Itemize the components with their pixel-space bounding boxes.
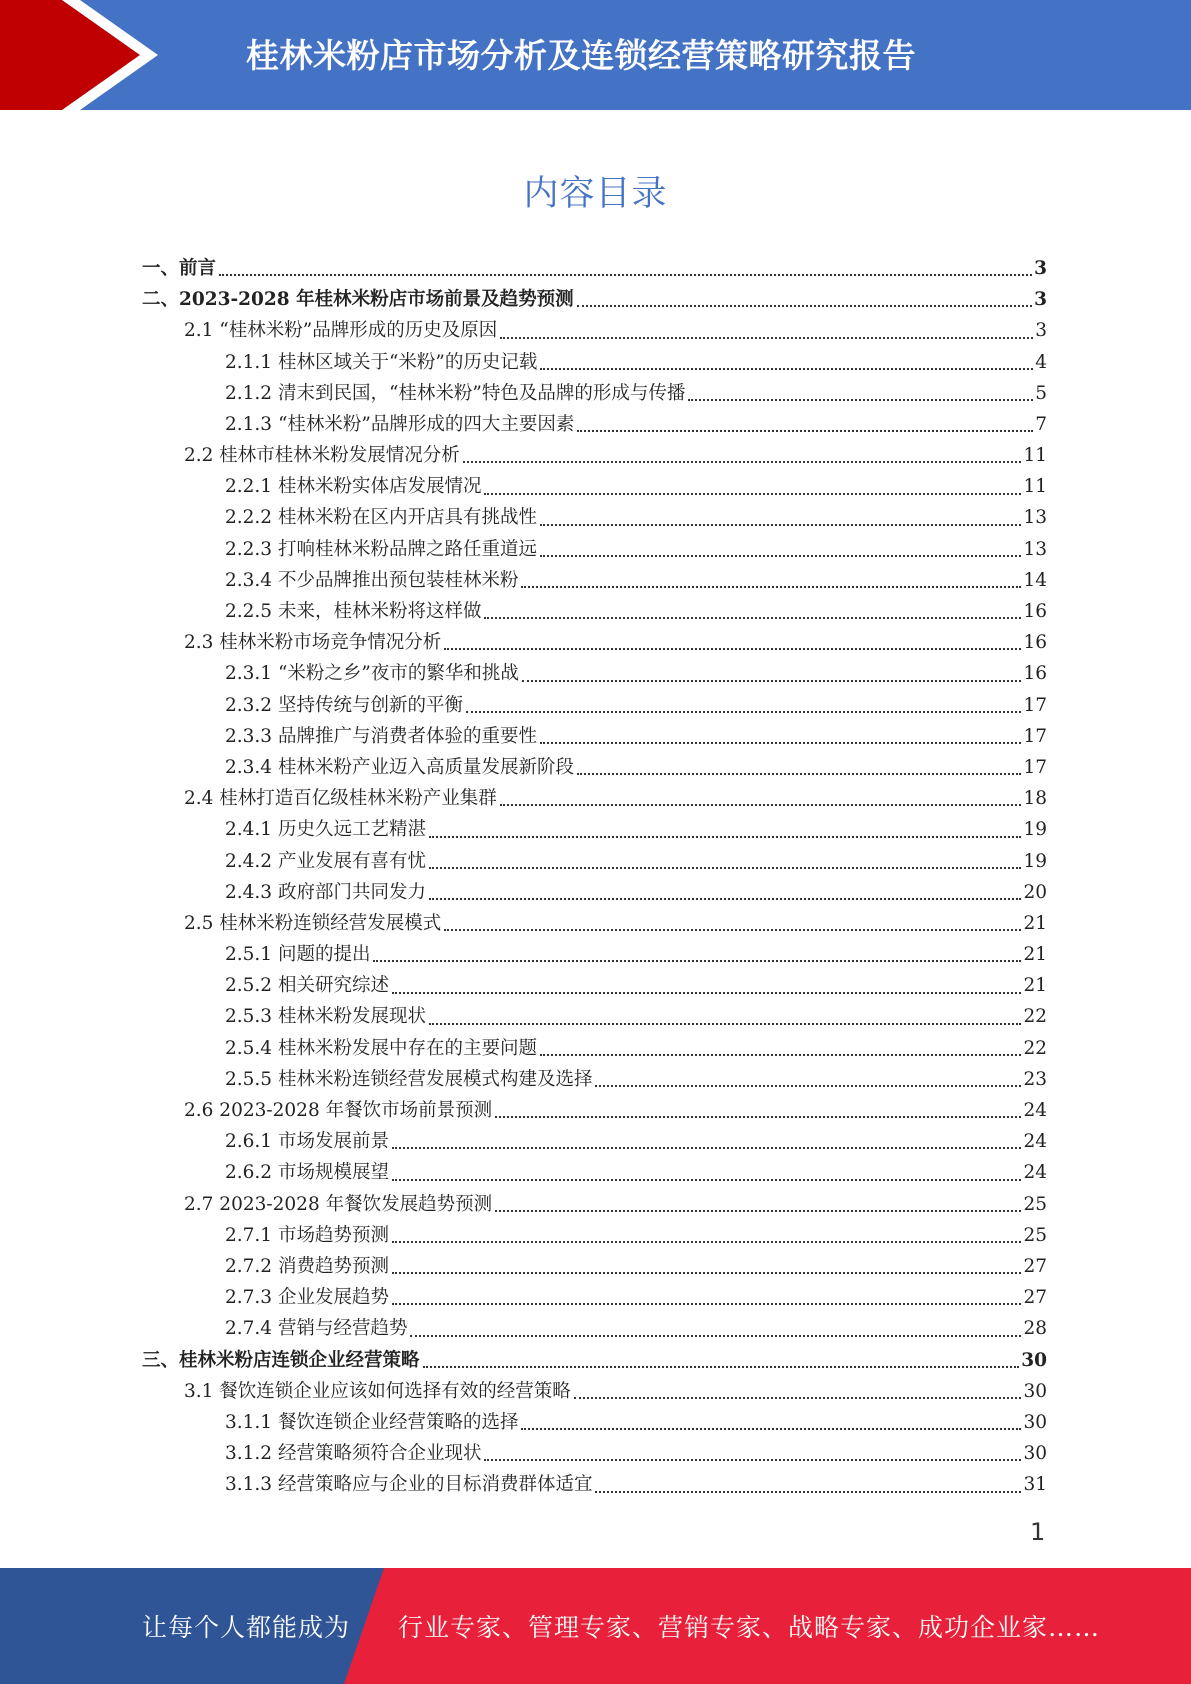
toc-entry-page: 11 <box>1023 476 1047 498</box>
toc-entry[interactable] <box>142 939 1047 970</box>
toc-entry-page: 13 <box>1023 507 1047 529</box>
toc-dot-leader <box>429 898 1021 900</box>
toc-entry-label: 2.5.5 桂林米粉连锁经营发展模式构建及选择 <box>225 1068 593 1090</box>
toc-dot-leader <box>540 524 1021 526</box>
toc-entry-label: 2.2.5 未来，桂林米粉将这样做 <box>225 601 482 623</box>
toc-entry-page: 21 <box>1023 944 1047 966</box>
toc-entry[interactable] <box>142 1157 1047 1188</box>
toc-entry-label: 2.6.1 市场发展前景 <box>225 1131 389 1153</box>
toc-entry-label: 3.1.2 经营策略须符合企业现状 <box>225 1443 482 1465</box>
toc-entry[interactable] <box>142 752 1047 783</box>
toc-entry[interactable] <box>142 409 1047 440</box>
toc-entry-label: 2.3.2 坚持传统与创新的平衡 <box>225 694 463 716</box>
toc-entry-label: 2.7.4 营销与经营趋势 <box>225 1318 408 1340</box>
toc-dot-leader <box>429 867 1021 869</box>
toc-entry-page: 30 <box>1021 1349 1047 1371</box>
toc-entry-page: 20 <box>1023 881 1047 903</box>
toc-entry[interactable] <box>142 565 1047 596</box>
toc-entry-label: 2.1.3 “桂林米粉”品牌形成的四大主要因素 <box>225 413 575 435</box>
report-header-band <box>0 0 1191 110</box>
toc-entry-label: 2.6 2023-2028 年餐饮市场前景预测 <box>184 1100 493 1122</box>
toc-entry-label: 2.6.2 市场规模展望 <box>225 1162 389 1184</box>
toc-entry-page: 3 <box>1035 320 1047 342</box>
footer-slogan-right: 行业专家、管理专家、营销专家、战略专家、成功企业家…… <box>398 1613 1101 1642</box>
toc-entry-label: 3.1.3 经营策略应与企业的目标消费群体适宜 <box>225 1474 593 1496</box>
toc-entry-page: 22 <box>1023 1037 1047 1059</box>
toc-entry-label: 2.3.1 “米粉之乡”夜市的繁华和挑战 <box>225 663 519 685</box>
toc-entry-page: 3 <box>1034 257 1047 279</box>
toc-entry[interactable] <box>142 440 1047 471</box>
toc-entry-label: 2.3.4 桂林米粉产业迈入高质量发展新阶段 <box>225 756 574 778</box>
toc-entry-label: 2.2.3 打响桂林米粉品牌之路任重道远 <box>225 538 537 560</box>
toc-entry-page: 27 <box>1023 1287 1047 1309</box>
toc-entry-label: 2.2.1 桂林米粉实体店发展情况 <box>225 476 482 498</box>
toc-entry-page: 25 <box>1023 1224 1047 1246</box>
toc-dot-leader <box>540 742 1021 744</box>
toc-entry[interactable] <box>142 503 1047 534</box>
toc-dot-leader <box>484 493 1021 495</box>
toc-dot-leader <box>500 337 1033 339</box>
toc-entry-page: 14 <box>1023 569 1047 591</box>
toc-entry[interactable] <box>142 1376 1047 1407</box>
toc-entry-page: 5 <box>1035 382 1047 404</box>
toc-entry[interactable] <box>142 1126 1047 1157</box>
toc-entry-page: 23 <box>1023 1068 1047 1090</box>
toc-dot-leader <box>444 929 1021 931</box>
toc-entry-label: 2.1.1 桂林区域关于“米粉”的历史记载 <box>225 351 538 373</box>
toc-entry-page: 28 <box>1023 1318 1047 1340</box>
toc-entry[interactable] <box>142 471 1047 502</box>
toc-dot-leader <box>484 617 1021 619</box>
toc-entry-label: 2.2.2 桂林米粉在区内开店具有挑战性 <box>225 507 537 529</box>
toc-dot-leader <box>688 399 1033 401</box>
toc-entry-label: 2.4 桂林打造百亿级桂林米粉产业集群 <box>184 788 497 810</box>
toc-entry[interactable] <box>142 721 1047 752</box>
toc-entry-label: 2.2 桂林市桂林米粉发展情况分析 <box>184 445 460 467</box>
toc-dot-leader <box>392 1147 1021 1149</box>
toc-dot-leader <box>495 1116 1021 1118</box>
toc-entry-label: 2.7.2 消费趋势预测 <box>225 1255 389 1277</box>
toc-entry-page: 21 <box>1023 912 1047 934</box>
toc-dot-leader <box>392 1303 1021 1305</box>
toc-entry[interactable] <box>142 970 1047 1001</box>
toc-entry-page: 30 <box>1023 1443 1047 1465</box>
toc-entry[interactable] <box>142 534 1047 565</box>
report-title: 桂林米粉店市场分析及连锁经营策略研究报告 <box>246 36 916 75</box>
toc-entry[interactable] <box>142 690 1047 721</box>
toc-entry-page: 19 <box>1023 819 1047 841</box>
toc-dot-leader <box>392 1241 1021 1243</box>
toc-entry-label: 2.5.2 相关研究综述 <box>225 975 389 997</box>
toc-dot-leader <box>595 1085 1021 1087</box>
toc-dot-leader <box>577 430 1033 432</box>
toc-entry[interactable] <box>142 627 1047 658</box>
toc-entry[interactable] <box>142 658 1047 689</box>
toc-entry-label: 2.5.1 问题的提出 <box>225 944 371 966</box>
toc-dot-leader <box>392 992 1021 994</box>
toc-heading: 内容目录 <box>523 174 668 214</box>
toc-entry-page: 27 <box>1023 1255 1047 1277</box>
toc-entry[interactable] <box>142 1095 1047 1126</box>
toc-entry-label: 2.4.2 产业发展有喜有忧 <box>225 850 426 872</box>
toc-dot-leader <box>484 1459 1021 1461</box>
toc-entry-page: 17 <box>1023 694 1047 716</box>
toc-entry-page: 17 <box>1023 756 1047 778</box>
toc-entry[interactable] <box>142 315 1047 346</box>
toc-entry-label: 2.3.4 不少品牌推出预包装桂林米粉 <box>225 569 519 591</box>
toc-entry-page: 4 <box>1035 351 1047 373</box>
toc-entry-page: 25 <box>1023 1193 1047 1215</box>
table-of-contents <box>142 253 1047 1501</box>
toc-entry[interactable] <box>142 908 1047 939</box>
toc-entry-page: 16 <box>1023 632 1047 654</box>
toc-entry[interactable] <box>142 1189 1047 1220</box>
toc-entry-page: 22 <box>1023 1006 1047 1028</box>
toc-entry-label: 3.1 餐饮连锁企业应该如何选择有效的经营策略 <box>184 1380 571 1402</box>
toc-dot-leader <box>577 773 1021 775</box>
toc-entry-label: 2.4.3 政府部门共同发力 <box>225 881 426 903</box>
toc-entry-label: 2.7.1 市场趋势预测 <box>225 1224 389 1246</box>
toc-entry-page: 7 <box>1035 413 1047 435</box>
toc-dot-leader <box>463 461 1022 463</box>
toc-entry[interactable] <box>142 783 1047 814</box>
toc-entry[interactable] <box>142 378 1047 409</box>
toc-entry-page: 11 <box>1023 445 1047 467</box>
toc-dot-leader <box>429 1023 1021 1025</box>
toc-entry-label: 2.3.3 品牌推广与消费者体验的重要性 <box>225 725 537 747</box>
toc-entry[interactable] <box>142 284 1047 315</box>
toc-dot-leader <box>540 368 1033 370</box>
toc-dot-leader <box>429 836 1021 838</box>
toc-entry[interactable] <box>142 1064 1047 1095</box>
toc-dot-leader <box>540 1054 1021 1056</box>
toc-entry-label: 二、2023-2028 年桂林米粉店市场前景及趋势预测 <box>142 289 574 311</box>
toc-entry-page: 3 <box>1034 289 1047 311</box>
toc-dot-leader <box>521 1428 1021 1430</box>
toc-entry[interactable] <box>142 347 1047 378</box>
toc-entry-page: 24 <box>1023 1131 1047 1153</box>
footer-band <box>0 1568 1191 1684</box>
toc-entry-label: 2.4.1 历史久远工艺精湛 <box>225 819 426 841</box>
toc-entry-page: 31 <box>1023 1474 1047 1496</box>
toc-entry-page: 18 <box>1023 788 1047 810</box>
toc-dot-leader <box>500 804 1022 806</box>
toc-dot-leader <box>495 1210 1021 1212</box>
footer-slogan-left: 让每个人都能成为 <box>142 1613 351 1642</box>
toc-entry[interactable] <box>142 1033 1047 1064</box>
toc-dot-leader <box>392 1272 1021 1274</box>
toc-dot-leader <box>466 711 1021 713</box>
toc-dot-leader <box>373 960 1021 962</box>
toc-entry[interactable] <box>142 1407 1047 1438</box>
toc-entry-page: 17 <box>1023 725 1047 747</box>
toc-entry[interactable] <box>142 1251 1047 1282</box>
toc-entry-label: 2.5.4 桂林米粉发展中存在的主要问题 <box>225 1037 537 1059</box>
toc-entry[interactable] <box>142 253 1047 284</box>
toc-entry[interactable] <box>142 1282 1047 1313</box>
toc-entry-label: 三、桂林米粉店连锁企业经营策略 <box>142 1349 420 1371</box>
toc-entry[interactable] <box>142 596 1047 627</box>
toc-entry-label: 2.3 桂林米粉市场竞争情况分析 <box>184 632 442 654</box>
toc-entry[interactable] <box>142 1438 1047 1469</box>
toc-entry[interactable] <box>142 1220 1047 1251</box>
toc-entry-label: 2.1 “桂林米粉”品牌形成的历史及原因 <box>184 320 498 342</box>
toc-entry[interactable] <box>142 877 1047 908</box>
toc-entry[interactable] <box>142 1469 1047 1500</box>
toc-entry-label: 2.7.3 企业发展趋势 <box>225 1287 389 1309</box>
toc-dot-leader <box>423 1366 1020 1368</box>
toc-entry[interactable] <box>142 1002 1047 1033</box>
toc-dot-leader <box>577 305 1033 307</box>
toc-dot-leader <box>444 648 1021 650</box>
toc-dot-leader <box>574 1397 1022 1399</box>
toc-entry-page: 24 <box>1023 1162 1047 1184</box>
toc-dot-leader <box>540 555 1021 557</box>
toc-dot-leader <box>392 1179 1021 1181</box>
toc-entry-label: 2.5.3 桂林米粉发展现状 <box>225 1006 426 1028</box>
toc-dot-leader <box>522 680 1022 682</box>
toc-entry-page: 16 <box>1023 663 1047 685</box>
toc-entry-label: 2.5 桂林米粉连锁经营发展模式 <box>184 912 442 934</box>
toc-dot-leader <box>219 274 1032 276</box>
toc-dot-leader <box>410 1335 1021 1337</box>
toc-entry-page: 21 <box>1023 975 1047 997</box>
toc-entry[interactable] <box>142 846 1047 877</box>
toc-entry-page: 30 <box>1023 1380 1047 1402</box>
toc-entry-page: 24 <box>1023 1100 1047 1122</box>
toc-entry[interactable] <box>142 1345 1047 1376</box>
toc-entry-page: 16 <box>1023 601 1047 623</box>
toc-entry-page: 19 <box>1023 850 1047 872</box>
toc-entry[interactable] <box>142 814 1047 845</box>
toc-entry-label: 一、前言 <box>142 257 217 279</box>
toc-dot-leader <box>595 1491 1021 1493</box>
toc-dot-leader <box>521 586 1021 588</box>
toc-entry[interactable] <box>142 1313 1047 1344</box>
toc-entry-page: 30 <box>1023 1411 1047 1433</box>
toc-entry-label: 2.7 2023-2028 年餐饮发展趋势预测 <box>184 1193 493 1215</box>
page-number: 1 <box>1030 1518 1046 1546</box>
toc-entry-page: 13 <box>1023 538 1047 560</box>
toc-entry-label: 3.1.1 餐饮连锁企业经营策略的选择 <box>225 1411 519 1433</box>
toc-entry-label: 2.1.2 清末到民国，“桂林米粉”特色及品牌的形成与传播 <box>225 382 686 404</box>
